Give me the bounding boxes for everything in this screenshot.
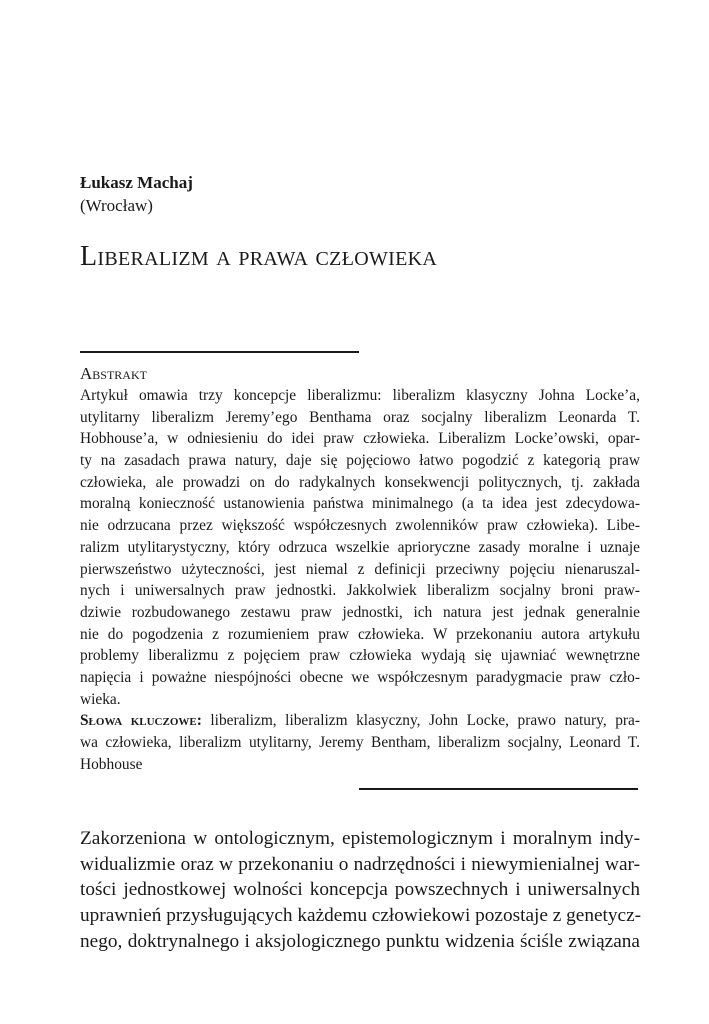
keywords-text: liberalizm, liberalizm klasyczny, John Locke, prawo natury, pra- [210, 712, 640, 730]
author-name: Łukasz Machaj [80, 173, 193, 192]
abstract-body [80, 385, 640, 775]
abstract-line: człowieka, ale prowadzi on do radykalnych konsekwencji politycznych, tj. zakłada [80, 473, 640, 491]
abstract-line: nie odrzucana przez większość współczesnych zwolenników praw człowieka). Libe- [80, 517, 640, 535]
body-line: Zakorzeniona w ontologicznym, epistemologicznym i moralnym indy- [80, 828, 640, 849]
abstract-line: ralizm utylitarystyczny, który odrzuca wszelkie aprioryczne zasady moralne i uznaje [80, 538, 640, 556]
body-line: nego, doktrynalnego i aksjologicznego punktu widzenia ściśle związana [80, 930, 640, 952]
abstract-line: utylitarny liberalizm Jeremy’ego Benthama oraz socjalny liberalizm Leonarda T. [80, 408, 640, 426]
abstract-line: napięcia i poważne niespójności obecne we współczesnym paradygmacie praw czło- [80, 668, 640, 686]
keywords-line: wa człowieka, liberalizm utylitarny, Jeremy Bentham, liberalizm socjalny, Leonard T. [80, 734, 640, 751]
abstract-line: wieka. [80, 690, 121, 708]
abstract-heading: Abstrakt [80, 364, 147, 383]
author-affiliation: (Wrocław) [80, 196, 153, 215]
abstract-top-rule [80, 351, 359, 353]
body-line: uprawnień przysługujących każdemu człowiekowi pozostaje z genetycz- [80, 905, 642, 927]
abstract-line: dziwie rozbudowanego zestawu praw jednostki, ich natura jest jednak generalnie [80, 603, 640, 621]
keywords-label: Słowa kluczowe: [80, 712, 202, 730]
keywords-line: Hobhouse [80, 755, 143, 773]
body-line: widualizmie oraz w przekonaniu o nadrzędności i niewymienialnej war- [80, 853, 640, 875]
abstract-line: nie do pogodzenia z rozumieniem praw człowieka. W przekonaniu autora artykułu [80, 625, 640, 643]
abstract-bottom-rule [359, 788, 638, 790]
abstract-line: Hobhouse’a, w odniesieniu do idei praw człowieka. Liberalizm Locke’owski, opar- [80, 430, 640, 448]
keywords-line [80, 710, 640, 732]
abstract-line: problemy liberalizmu z pojęciem praw człowieka wydają się ujawniać wewnętrzne [80, 647, 640, 665]
abstract-line: pierwszeństwo użyteczności, jest niemal z definicji przeciwny pojęciu nienaruszal- [80, 560, 640, 578]
article-title: Liberalizm a prawa człowieka [80, 241, 438, 272]
abstract-line: ty na zasadach prawa natury, daje się pojęciowo łatwo pogodzić z kategorią praw [80, 452, 640, 470]
body-line: tości jednostkowej wolności koncepcja powszechnych i uniwersalnych [80, 879, 640, 901]
abstract-line: Artykuł omawia trzy koncepcje liberalizmu: liberalizm klasyczny Johna Locke’a, [80, 387, 640, 404]
abstract-line: moralną konieczność ustanowienia państwa minimalnego (a ta idea jest zdecydowa- [80, 495, 640, 513]
abstract-line: nych i uniwersalnych praw jednostki. Jakkolwiek liberalizm socjalny broni praw- [80, 582, 640, 600]
body-paragraph [80, 826, 640, 954]
